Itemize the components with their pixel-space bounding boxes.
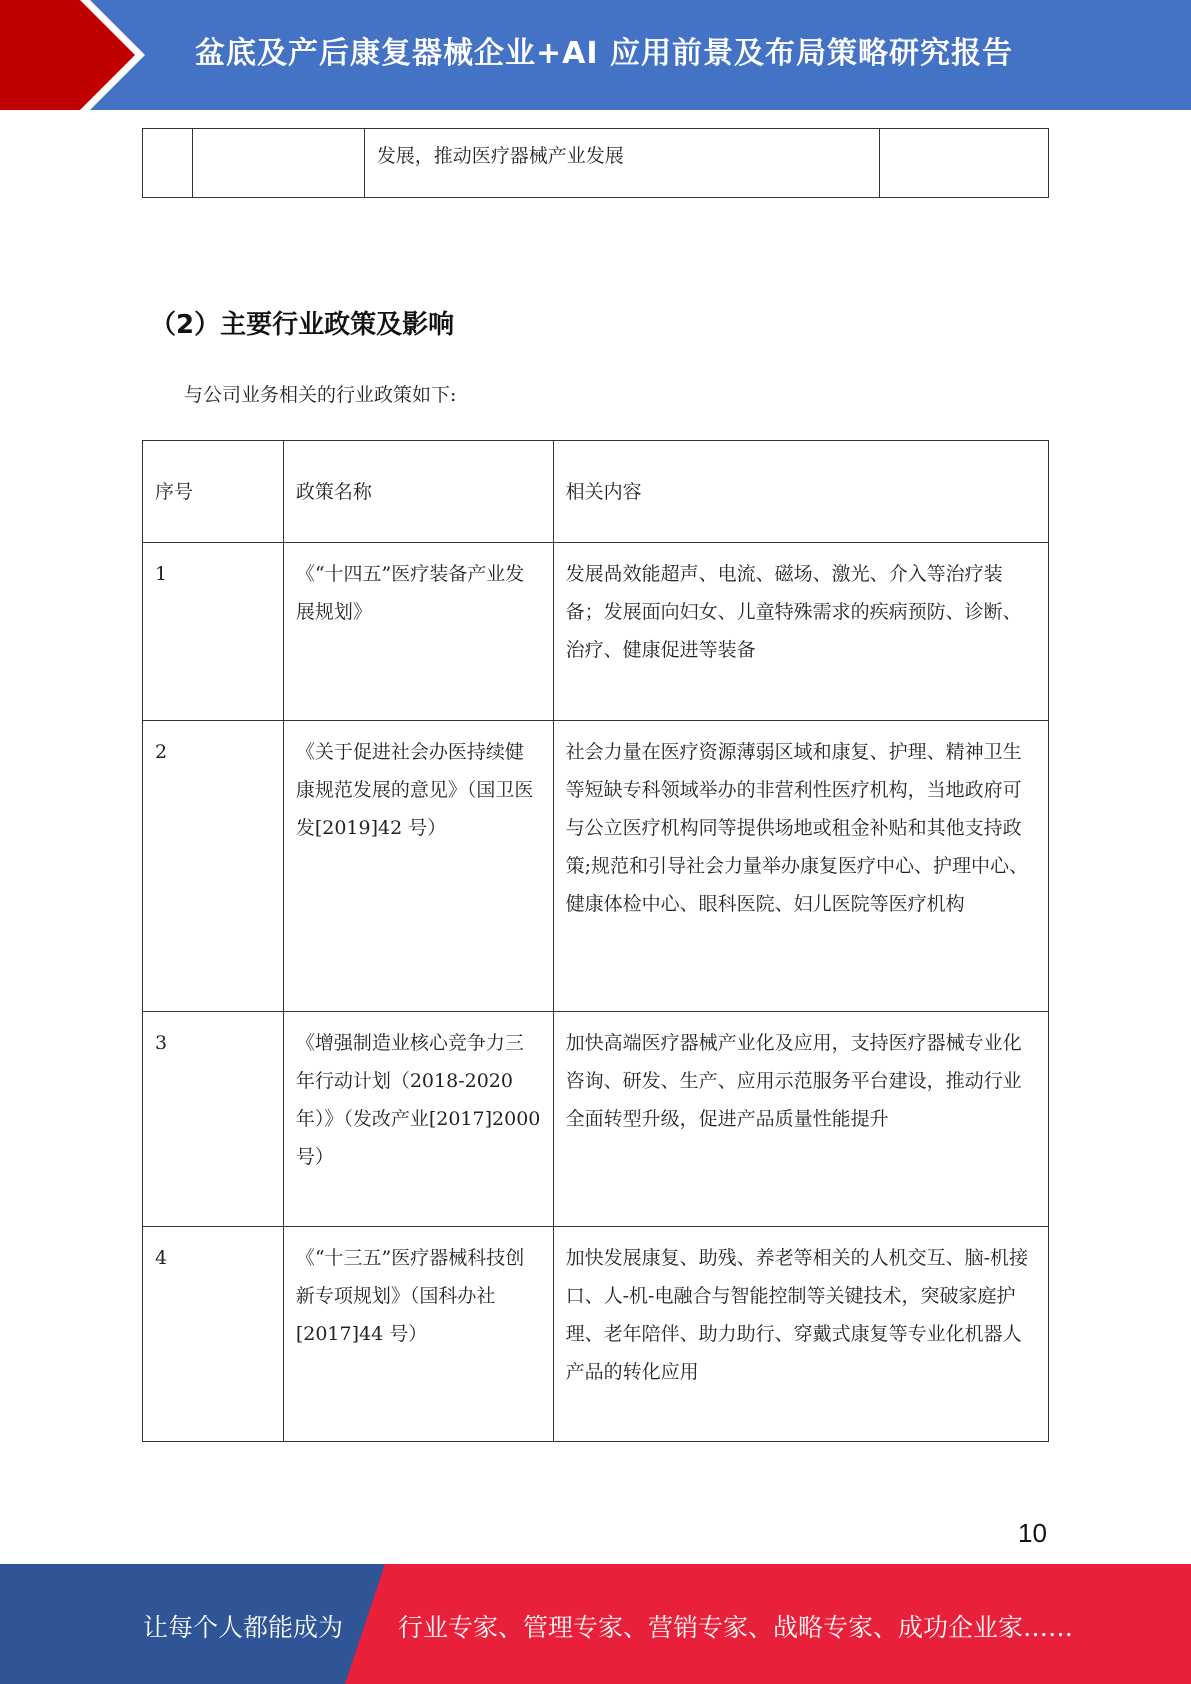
policy-content: 加快发展康复、助残、养老等相关的人机交互、脑-机接口、人-机-电融合与智能控制等关键技术，突破家庭护理、老年陪伴、助力助行、穿戴式康复等专业化机器人产品的转化应用 [553, 1227, 1048, 1442]
table-cell [143, 129, 193, 198]
header-cell-name: 政策名称 [283, 441, 553, 543]
footer-slogan-left: 让每个人都能成为 [143, 1613, 344, 1642]
policy-name: 《增强制造业核心竞争力三年行动计划（2018-2020 年）》（发改产业[2017]2000 号） [283, 1012, 553, 1227]
policy-content: 加快高端医疗器械产业化及应用，支持医疗器械专业化咨询、研发、生产、应用示范服务平台建设，推动行业全面转型升级，促进产品质量性能提升 [553, 1012, 1048, 1227]
header-arrow-decoration [0, 0, 150, 110]
policy-content: 社会力量在医疗资源薄弱区域和康复、护理、精神卫生等短缺专科领域举办的非营利性医疗机构，当地政府可与公立医疗机构同等提供场地或租金补贴和其他支持政策;规范和引导社会力量举办康复医疗中心、护理中心、健康体检中心、眼科医院、妇儿医院等医疗机构 [553, 721, 1048, 1012]
policy-content: 发展咼效能超声、电流、磁场、激光、介入等治疗装备；发展面向妇女、儿童特殊需求的疾病预防、诊断、治疗、健康促进等装备 [553, 543, 1048, 721]
page-footer [0, 1564, 1191, 1684]
page-header [0, 0, 1191, 110]
policy-name: 《“十三五”医疗器械科技创新专项规划》（国科办社[2017]44 号） [283, 1227, 553, 1442]
table-cell [880, 129, 1049, 198]
row-number: 1 [143, 543, 284, 721]
policy-name: 《关于促进社会办医持续健康规范发展的意见》（国卫医发[2019]42 号） [283, 721, 553, 1012]
continued-table [142, 128, 1049, 198]
page-number: 10 [1018, 1518, 1047, 1548]
table-row [143, 1227, 1049, 1442]
row-number: 2 [143, 721, 284, 1012]
table-row [143, 543, 1049, 721]
table-cell [192, 129, 364, 198]
section-heading: （2）主要行业政策及影响 [150, 310, 455, 340]
row-number: 4 [143, 1227, 284, 1442]
table-row [143, 1012, 1049, 1227]
policy-table [142, 440, 1049, 1442]
table-row [143, 129, 1049, 198]
table-row [143, 721, 1049, 1012]
report-title: 盆底及产后康复器械企业+AI 应用前景及布局策略研究报告 [195, 36, 1013, 71]
header-cell-no: 序号 [143, 441, 284, 543]
table-cell: 发展，推动医疗器械产业发展 [364, 129, 879, 198]
policy-name: 《“十四五”医疗装备产业发展规划》 [283, 543, 553, 721]
row-number: 3 [143, 1012, 284, 1227]
table-header-row [143, 441, 1049, 543]
footer-slogan-right: 行业专家、管理专家、营销专家、战略专家、成功企业家…… [398, 1613, 1074, 1642]
header-cell-content: 相关内容 [553, 441, 1048, 543]
intro-paragraph: 与公司业务相关的行业政策如下: [184, 384, 457, 406]
